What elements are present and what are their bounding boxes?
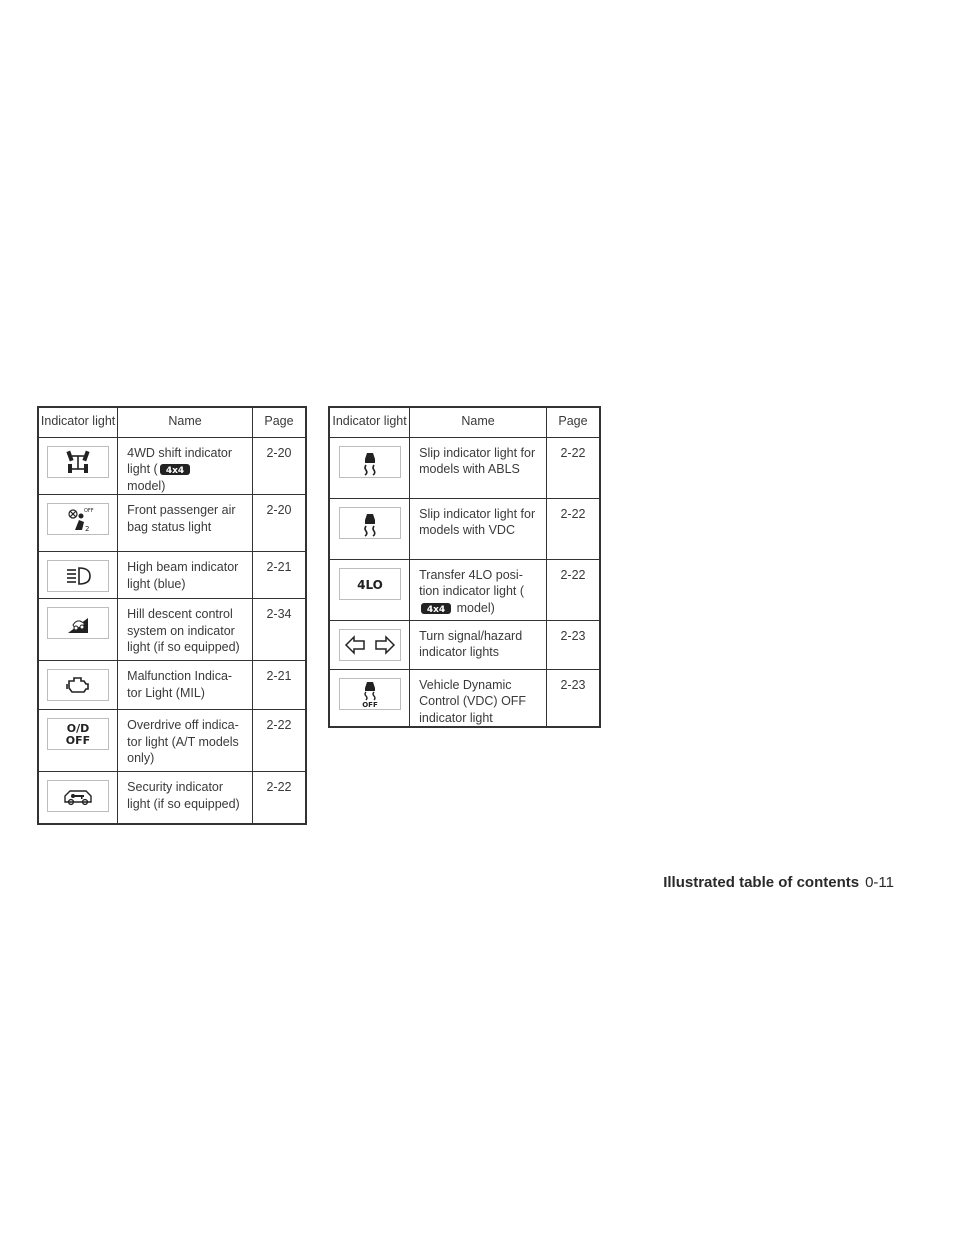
row-name: Malfunction Indica- tor Light (MIL) bbox=[118, 661, 253, 710]
table-row bbox=[38, 772, 306, 824]
table-row bbox=[329, 437, 600, 498]
indicator-table-right bbox=[328, 406, 601, 728]
table-row bbox=[38, 661, 306, 710]
row-name: 4WD shift indicator light ( 4x4 model) bbox=[127, 445, 233, 493]
high-beam-icon bbox=[47, 560, 109, 592]
footer-page-number: 0-11 bbox=[865, 874, 894, 891]
row-page: 2-20 bbox=[252, 495, 306, 552]
page-footer bbox=[660, 874, 894, 891]
svg-text:OFF: OFF bbox=[361, 700, 378, 709]
slip-icon bbox=[339, 446, 401, 478]
row-name: Front passenger air bag status light bbox=[118, 495, 253, 552]
svg-text:2: 2 bbox=[85, 525, 90, 533]
row-name: Turn signal/hazard indicator lights bbox=[410, 620, 547, 669]
engine-check-icon bbox=[47, 669, 109, 701]
4x4-badge-icon bbox=[160, 464, 190, 475]
row-name: Hill descent control system on indicator light (if so equipped) bbox=[118, 599, 253, 661]
row-page: 2-23 bbox=[547, 669, 601, 727]
4wd-shift-icon bbox=[47, 446, 109, 478]
svg-text:4LO: 4LO bbox=[356, 577, 383, 592]
table-row bbox=[329, 559, 600, 620]
row-page: 2-22 bbox=[547, 437, 601, 498]
row-page: 2-22 bbox=[252, 710, 306, 772]
header-name: Name bbox=[118, 407, 253, 437]
footer-title: Illustrated table of contents bbox=[663, 874, 860, 891]
svg-text:4x4: 4x4 bbox=[165, 466, 184, 475]
svg-text:4x4: 4x4 bbox=[426, 604, 446, 614]
header-indicator: Indicator light bbox=[38, 407, 118, 437]
table-row bbox=[329, 620, 600, 669]
svg-text:OFF: OFF bbox=[84, 508, 94, 514]
row-name: Slip indicator light for models with ABLS bbox=[410, 437, 547, 498]
indicator-table-left bbox=[37, 406, 307, 825]
row-name: Security indicator light (if so equipped) bbox=[118, 772, 253, 824]
row-name: Vehicle Dynamic Control (VDC) OFF indicator light bbox=[410, 669, 547, 727]
svg-text:O/D: O/D bbox=[66, 722, 90, 735]
row-page: 2-23 bbox=[547, 620, 601, 669]
row-page: 2-34 bbox=[252, 599, 306, 661]
row-name: Slip indicator light for models with VDC bbox=[410, 498, 547, 559]
table-row bbox=[329, 669, 600, 727]
header-page: Page bbox=[252, 407, 306, 437]
header-name: Name bbox=[410, 407, 547, 437]
overdrive-off-icon bbox=[47, 718, 109, 750]
svg-text:OFF: OFF bbox=[65, 734, 91, 747]
table-row bbox=[38, 710, 306, 772]
security-car-icon bbox=[47, 780, 109, 812]
row-page: 2-22 bbox=[547, 559, 601, 620]
vdc-off-icon bbox=[339, 678, 401, 710]
row-name: Overdrive off indica- tor light (A/T models only) bbox=[118, 710, 253, 772]
4lo-icon bbox=[339, 568, 401, 600]
slip-icon bbox=[339, 507, 401, 539]
table-row bbox=[38, 599, 306, 661]
hill-descent-icon bbox=[47, 607, 109, 639]
table-header-row bbox=[329, 407, 600, 437]
row-page: 2-20 bbox=[252, 437, 306, 495]
row-page: 2-21 bbox=[252, 552, 306, 599]
row-page: 2-22 bbox=[547, 498, 601, 559]
table-row bbox=[38, 495, 306, 552]
table-row bbox=[38, 437, 306, 495]
4x4-badge-icon bbox=[421, 603, 451, 614]
airbag-off-icon bbox=[47, 503, 109, 535]
turn-signal-icon bbox=[339, 629, 401, 661]
row-page: 2-21 bbox=[252, 661, 306, 710]
table-header-row bbox=[38, 407, 306, 437]
table-row bbox=[329, 498, 600, 559]
row-name: Transfer 4LO posi- tion indicator light ( 4x4 model) bbox=[419, 567, 525, 615]
row-page: 2-22 bbox=[252, 772, 306, 824]
table-row bbox=[38, 552, 306, 599]
row-name: High beam indicator light (blue) bbox=[118, 552, 253, 599]
header-page: Page bbox=[547, 407, 601, 437]
header-indicator: Indicator light bbox=[329, 407, 410, 437]
